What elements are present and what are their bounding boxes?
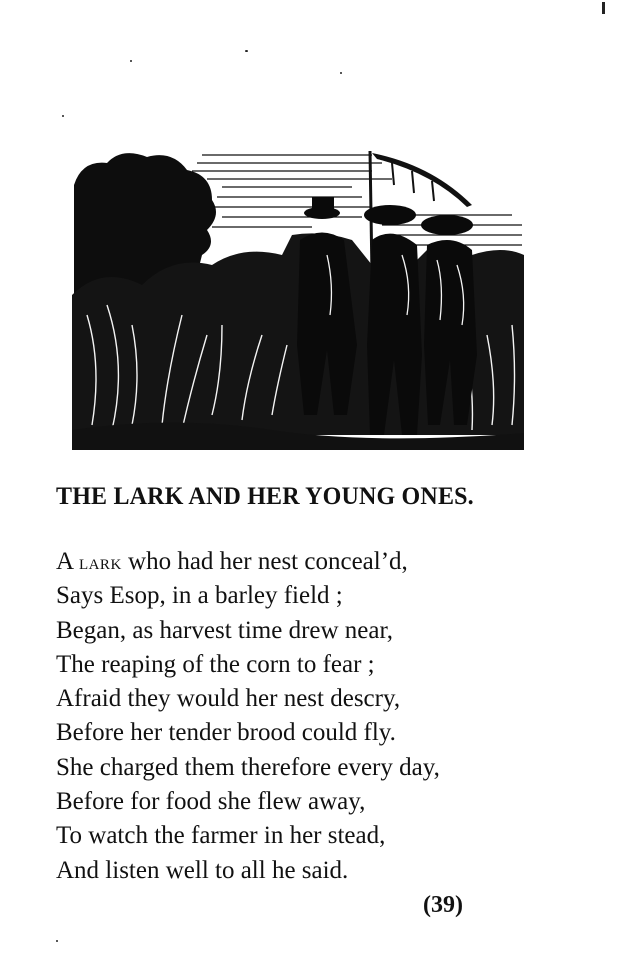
page-speck	[340, 72, 342, 74]
poem-line: Before for food she flew away,	[56, 788, 366, 816]
sky-hatching	[192, 155, 522, 245]
poem-line: Before her tender brood could fly.	[56, 719, 396, 747]
first-line-smallcaps: lark	[78, 550, 122, 574]
poem-line	[56, 545, 556, 579]
poem-line: Began, as harvest time drew near,	[56, 616, 394, 644]
poem-line: Says Esop, in a barley field ;	[56, 582, 343, 610]
poem-line: She charged them therefore every day,	[56, 753, 440, 781]
poem-title: THE LARK AND HER YOUNG ONES.	[56, 483, 474, 510]
poem-line: To watch the farmer in her stead,	[56, 822, 386, 850]
scythe	[367, 147, 472, 207]
poem-line: The reaping of the corn to fear ;	[56, 650, 375, 678]
poem-line: And listen well to all he said.	[56, 856, 349, 884]
page-speck	[62, 115, 64, 117]
page-number: (39)	[423, 892, 463, 918]
poem-body	[56, 545, 556, 888]
page-speck	[130, 60, 132, 62]
page-speck	[56, 940, 58, 942]
woodcut-svg	[72, 145, 527, 450]
first-line-prefix: A	[56, 548, 79, 575]
poem-line: Afraid they would her nest descry,	[56, 685, 401, 713]
first-line-rest: who had her nest conceal’d,	[121, 548, 408, 575]
page-speck	[602, 2, 605, 14]
woodcut-illustration	[72, 145, 527, 450]
page-speck	[245, 50, 248, 52]
